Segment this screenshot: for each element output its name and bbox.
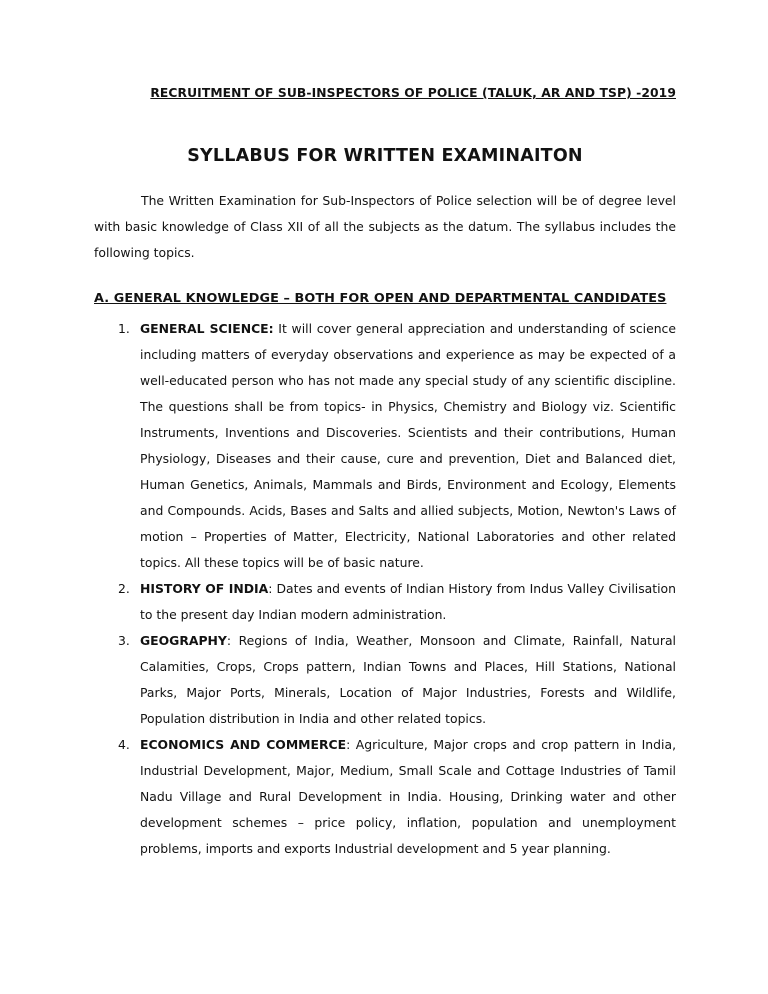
document-header xyxy=(94,84,676,102)
list-item-body: : Dates and events of Indian History from Indus Valley Civilisation to the present day Indian modern administration. xyxy=(140,581,676,622)
list-item-number: 2. xyxy=(118,581,130,596)
section-heading-text: A. GENERAL KNOWLEDGE – BOTH FOR OPEN AND DEPARTMENTAL CANDIDATES xyxy=(94,291,667,306)
list-item-title: GEOGRAPHY xyxy=(140,633,227,648)
section-heading xyxy=(94,290,676,308)
page-title: SYLLABUS FOR WRITTEN EXAMINAITON xyxy=(187,146,583,166)
list-item-number: 1. xyxy=(118,321,130,336)
list-item xyxy=(94,732,676,862)
list-item-number: 3. xyxy=(118,633,130,648)
list-item-body: It will cover general appreciation and understanding of science including matters of everyday observations and experience as may be expected of a well-educated person who has not made any special study of any scientific discipline. The questions shall be from topics- in Physics, Chemistry and Biology viz. Scientific Instruments, Inventions and Discoveries. Scientists and their contributions, Human Physiology, Diseases and their cause, cure and prevention, Diet and Balanced diet, Human Genetics, Animals, Mammals and Birds, Environment and Ecology, Elements and Compounds. Acids, Bases and Salts and allied subjects, Motion, Newton's Laws of motion – Properties of Matter, Electricity, National Laboratories and other related topics. All these topics will be of basic nature. xyxy=(140,321,676,570)
list-item-title: ECONOMICS AND COMMERCE xyxy=(140,737,347,752)
header-title: RECRUITMENT OF SUB-INSPECTORS OF POLICE (TALUK, AR AND TSP) -2019 xyxy=(150,86,676,100)
intro-paragraph: The Written Examination for Sub-Inspectors of Police selection will be of degree level with basic knowledge of Class XII of all the subjects as the datum. The syllabus includes the following topics. xyxy=(94,193,676,260)
list-item-body: : Regions of India, Weather, Monsoon and Climate, Rainfall, Natural Calamities, Crops, Crops pattern, Indian Towns and Places, Hill Stations, National Parks, Major Ports, Minerals, Location of Major Industries, Forests and Wildlife, Population distribution in India and other related topics. xyxy=(140,633,676,726)
list-item-title: HISTORY OF INDIA xyxy=(140,581,269,596)
list-item xyxy=(94,628,676,732)
list-item-title: GENERAL SCIENCE: xyxy=(140,321,274,336)
list-item-number: 4. xyxy=(118,737,130,752)
list-item-body: : Agriculture, Major crops and crop pattern in India, Industrial Development, Major, Medium, Small Scale and Cottage Industries of Tamil Nadu Village and Rural Development in India. Housing, Drinking water and other development schemes – price policy, inflation, population and unemployment problems, imports and exports Industrial development and 5 year planning. xyxy=(140,737,677,856)
topic-list xyxy=(94,316,676,862)
list-item xyxy=(94,576,676,628)
list-item xyxy=(94,316,676,576)
